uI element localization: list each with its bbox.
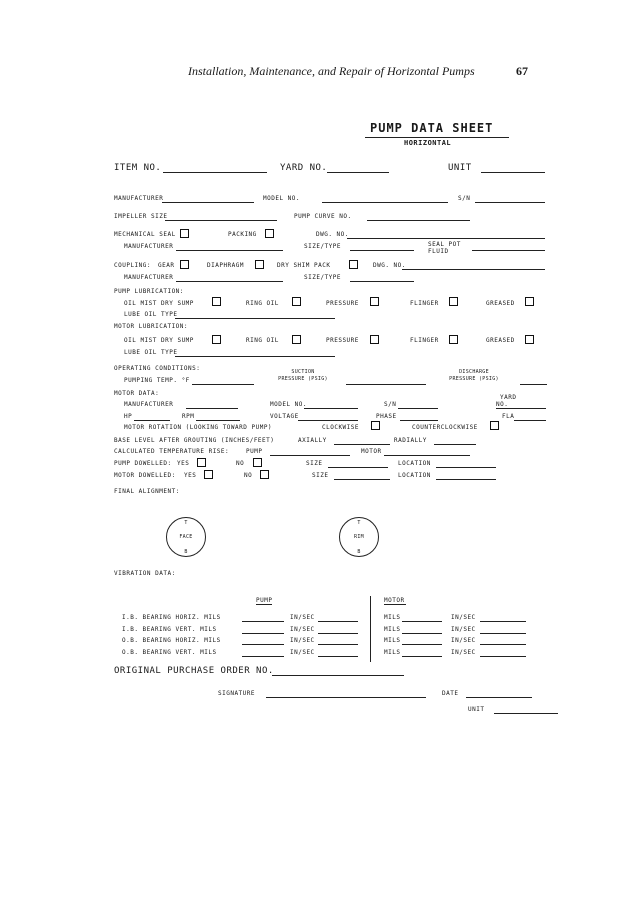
- date-label: DATE: [442, 690, 459, 697]
- motor-data-label: MOTOR DATA:: [114, 390, 160, 397]
- temp-pump-field[interactable]: [270, 455, 350, 456]
- phase-label: PHASE: [376, 413, 397, 420]
- pump-ring-oil-checkbox[interactable]: [292, 297, 301, 306]
- pump-lube-oil-type-label: LUBE OIL TYPE: [124, 311, 178, 318]
- model-no-field[interactable]: [322, 202, 448, 203]
- pump-ring-oil-label: RING OIL: [246, 300, 279, 307]
- page-number: 67: [516, 64, 528, 78]
- seal-dwg-no-label: DWG. NO.: [316, 231, 349, 238]
- vibration-divider: [370, 596, 371, 662]
- title-underline: [365, 137, 509, 138]
- vib-row-ib-horiz-motor-mils-label: MILS: [384, 614, 401, 621]
- operating-conditions-label: OPERATING CONDITIONS:: [114, 365, 201, 372]
- motor-oil-mist-checkbox[interactable]: [212, 335, 221, 344]
- impeller-size-field[interactable]: [165, 220, 277, 221]
- motor-greased-checkbox[interactable]: [525, 335, 534, 344]
- motor-dowelled-no-checkbox[interactable]: [260, 470, 269, 479]
- coupling-dwg-no-field[interactable]: [402, 269, 545, 270]
- radially-field[interactable]: [434, 444, 476, 445]
- diaphragm-label: DIAPHRAGM: [207, 262, 245, 269]
- motor-lubrication-label: MOTOR LUBRICATION:: [114, 323, 189, 330]
- discharge-pressure-label: PRESSURE (PSIG): [449, 376, 499, 382]
- vib-row-ib-vert-motor-insec-label: IN/SEC: [451, 626, 476, 633]
- vib-row-ob-horiz-motor-insec[interactable]: [480, 644, 526, 645]
- seal-pot-label: SEAL POT: [428, 241, 461, 248]
- motor-oil-mist-label: OIL MIST DRY SUMP: [124, 337, 194, 344]
- suction-pressure-label: PRESSURE (PSIG): [278, 376, 328, 382]
- date-field[interactable]: [466, 697, 532, 698]
- discharge-label: DISCHARGE: [459, 369, 489, 375]
- seal-size-type-field[interactable]: [350, 250, 414, 251]
- final-alignment-label: FINAL ALIGNMENT:: [114, 488, 180, 495]
- hp-label: HP: [124, 413, 133, 420]
- temp-motor-label: MOTOR: [361, 448, 382, 455]
- signature-label: SIGNATURE: [218, 690, 256, 697]
- counterclockwise-label: COUNTERCLOCKWISE: [412, 424, 478, 431]
- gear-checkbox[interactable]: [180, 260, 189, 269]
- motor-lube-oil-type-field[interactable]: [175, 356, 335, 357]
- rpm-field[interactable]: [196, 420, 240, 421]
- unit-label: UNIT: [448, 163, 472, 173]
- model-no-label: MODEL NO.: [263, 195, 301, 202]
- pump-lubrication-label: PUMP LUBRICATION:: [114, 288, 184, 295]
- coupling-size-type-label: SIZE/TYPE: [304, 274, 342, 281]
- face-dial-label: FACE: [179, 534, 193, 540]
- packing-label: PACKING: [228, 231, 257, 238]
- vib-row-ib-horiz-motor-insec-label: IN/SEC: [451, 614, 476, 621]
- pump-pressure-checkbox[interactable]: [370, 297, 379, 306]
- unit-field[interactable]: [481, 172, 545, 173]
- vib-row-ob-horiz-insec[interactable]: [318, 644, 358, 645]
- pump-dowel-size-label: SIZE: [306, 460, 323, 467]
- footer-unit-label: UNIT: [468, 706, 485, 713]
- motor-dowelled-no-label: NO: [244, 472, 253, 479]
- seal-fluid-label: FLUID: [428, 248, 449, 255]
- motor-yard-no-field[interactable]: [496, 408, 546, 409]
- vib-row-ib-vert-mils[interactable]: [242, 633, 284, 634]
- pump-flinger-label: FLINGER: [410, 300, 439, 307]
- motor-model-no-field[interactable]: [304, 408, 358, 409]
- suction-pressure-field[interactable]: [346, 384, 426, 385]
- sheet-subtitle: HORIZONTAL: [404, 139, 452, 147]
- vib-row-ib-vert-motor-insec[interactable]: [480, 633, 526, 634]
- pump-dowelled-no-label: NO: [236, 460, 245, 467]
- vib-row-ib-horiz-label: I.B. BEARING HORIZ. MILS: [122, 614, 221, 621]
- motor-heading-underline: [384, 604, 406, 605]
- base-level-label: BASE LEVEL AFTER GROUTING (INCHES/FEET): [114, 437, 275, 444]
- pump-dowel-size-field[interactable]: [328, 467, 388, 468]
- packing-checkbox[interactable]: [265, 229, 274, 238]
- motor-dowel-size-label: SIZE: [312, 472, 329, 479]
- rpm-label: RPM: [182, 413, 195, 420]
- diaphragm-checkbox[interactable]: [255, 260, 264, 269]
- item-no-label: ITEM NO.: [114, 163, 162, 173]
- vib-row-ob-vert-label: O.B. BEARING VERT. MILS: [122, 649, 217, 656]
- vib-row-ib-horiz-insec[interactable]: [318, 621, 358, 622]
- signature-field[interactable]: [266, 697, 426, 698]
- coupling-manufacturer-field[interactable]: [176, 281, 283, 282]
- motor-dowel-location-field[interactable]: [436, 479, 496, 480]
- motor-yard-label: YARD: [500, 394, 517, 401]
- motor-flinger-label: FLINGER: [410, 337, 439, 344]
- fla-label: FLA: [502, 413, 515, 420]
- motor-sn-field[interactable]: [398, 408, 438, 409]
- motor-pressure-label: PRESSURE: [326, 337, 359, 344]
- axially-label: AXIALLY: [298, 437, 327, 444]
- motor-flinger-checkbox[interactable]: [449, 335, 458, 344]
- vibration-pump-heading: PUMP: [256, 597, 273, 604]
- pump-pressure-label: PRESSURE: [326, 300, 359, 307]
- voltage-field[interactable]: [298, 420, 358, 421]
- motor-model-no-label: MODEL NO.: [270, 401, 308, 408]
- coupling-dwg-no-label: DWG. NO.: [373, 262, 406, 269]
- motor-rotation-label: MOTOR ROTATION (LOOKING TOWARD PUMP): [124, 424, 273, 431]
- vib-row-ib-horiz-insec-label: IN/SEC: [290, 614, 315, 621]
- running-header: Installation, Maintenance, and Repair of Horizontal Pumps: [188, 64, 475, 78]
- vib-row-ob-horiz-motor-mils-label: MILS: [384, 637, 401, 644]
- pump-greased-checkbox[interactable]: [525, 297, 534, 306]
- rim-dial-bottom-label: B: [357, 549, 361, 555]
- pump-lube-oil-type-field[interactable]: [175, 318, 335, 319]
- vib-row-ob-vert-motor-insec-label: IN/SEC: [451, 649, 476, 656]
- vib-row-ob-horiz-motor-insec-label: IN/SEC: [451, 637, 476, 644]
- motor-dowel-location-label: LOCATION: [398, 472, 431, 479]
- yard-no-field[interactable]: [327, 172, 389, 173]
- vib-row-ob-horiz-insec-label: IN/SEC: [290, 637, 315, 644]
- seal-dwg-no-field[interactable]: [347, 238, 545, 239]
- motor-greased-label: GREASED: [486, 337, 515, 344]
- dry-shim-pack-label: DRY SHIM PACK: [277, 262, 331, 269]
- suction-label: SUCTION: [291, 369, 315, 375]
- pump-oil-mist-checkbox[interactable]: [212, 297, 221, 306]
- discharge-pressure-field[interactable]: [520, 384, 547, 385]
- motor-yard-no-label: NO.: [496, 401, 509, 408]
- vib-row-ib-vert-insec-label: IN/SEC: [290, 626, 315, 633]
- seal-manufacturer-label: MANUFACTURER: [124, 243, 174, 250]
- pumping-temp-label: PUMPING TEMP. °F: [124, 377, 190, 384]
- vib-row-ob-horiz-mils[interactable]: [242, 644, 284, 645]
- vib-row-ob-vert-motor-mils-label: MILS: [384, 649, 401, 656]
- vib-row-ob-vert-mils[interactable]: [242, 656, 284, 657]
- coupling-size-type-field[interactable]: [350, 281, 414, 282]
- sn-field[interactable]: [475, 202, 545, 203]
- seal-pot-field[interactable]: [472, 250, 545, 251]
- motor-dowelled-yes-label: YES: [184, 472, 197, 479]
- sheet-title: PUMP DATA SHEET: [370, 121, 494, 135]
- pump-dowelled-label: PUMP DOWELLED:: [114, 460, 172, 467]
- vib-row-ib-vert-motor-mils-label: MILS: [384, 626, 401, 633]
- vib-row-ob-vert-motor-insec[interactable]: [480, 656, 526, 657]
- sn-label: S/N: [458, 195, 471, 202]
- yard-no-label: YARD NO.: [280, 163, 328, 173]
- footer-unit-field[interactable]: [494, 713, 558, 714]
- pump-curve-no-label: PUMP CURVE NO.: [294, 213, 352, 220]
- voltage-label: VOLTAGE: [270, 413, 299, 420]
- motor-manufacturer-field[interactable]: [186, 408, 238, 409]
- item-no-field[interactable]: [163, 172, 267, 173]
- gear-label: GEAR: [158, 262, 175, 269]
- motor-pressure-checkbox[interactable]: [370, 335, 379, 344]
- temp-motor-field[interactable]: [384, 455, 470, 456]
- vib-row-ib-horiz-motor-insec[interactable]: [480, 621, 526, 622]
- coupling-label: COUPLING:: [114, 262, 152, 269]
- vib-row-ib-vert-motor-mils[interactable]: [402, 633, 442, 634]
- impeller-size-label: IMPELLER SIZE: [114, 213, 168, 220]
- motor-lube-oil-type-label: LUBE OIL TYPE: [124, 349, 178, 356]
- vib-row-ob-vert-insec-label: IN/SEC: [290, 649, 315, 656]
- counterclockwise-checkbox[interactable]: [490, 421, 499, 430]
- motor-dowelled-label: MOTOR DOWELLED:: [114, 472, 176, 479]
- vib-row-ob-horiz-label: O.B. BEARING HORIZ. MILS: [122, 637, 221, 644]
- face-dial-top-label: T: [184, 520, 188, 526]
- manufacturer-field[interactable]: [162, 202, 254, 203]
- motor-manufacturer-label: MANUFACTURER: [124, 401, 174, 408]
- pump-dowelled-yes-checkbox[interactable]: [197, 458, 206, 467]
- mechanical-seal-checkbox[interactable]: [180, 229, 189, 238]
- vibration-data-label: VIBRATION DATA:: [114, 570, 176, 577]
- rim-dial-label: RIM: [354, 534, 364, 540]
- vib-row-ob-vert-insec[interactable]: [318, 656, 358, 657]
- pump-heading-underline: [256, 604, 272, 605]
- fla-field[interactable]: [514, 420, 546, 421]
- vib-row-ib-horiz-mils[interactable]: [242, 621, 284, 622]
- radially-label: RADIALLY: [394, 437, 427, 444]
- temp-pump-label: PUMP: [246, 448, 263, 455]
- vib-row-ib-vert-insec[interactable]: [318, 633, 358, 634]
- hp-field[interactable]: [134, 420, 170, 421]
- seal-size-type-label: SIZE/TYPE: [304, 243, 342, 250]
- pump-dowelled-yes-label: YES: [177, 460, 190, 467]
- vib-row-ib-horiz-motor-mils[interactable]: [402, 621, 442, 622]
- face-dial-bottom-label: B: [184, 549, 188, 555]
- pump-oil-mist-label: OIL MIST DRY SUMP: [124, 300, 194, 307]
- motor-dowel-size-field[interactable]: [334, 479, 390, 480]
- phase-field[interactable]: [400, 420, 438, 421]
- calc-temp-rise-label: CALCULATED TEMPERATURE RISE:: [114, 448, 230, 455]
- pump-dowelled-no-checkbox[interactable]: [253, 458, 262, 467]
- dry-shim-pack-checkbox[interactable]: [349, 260, 358, 269]
- purchase-order-label: ORIGINAL PURCHASE ORDER NO.: [114, 666, 274, 676]
- vib-row-ib-vert-label: I.B. BEARING VERT. MILS: [122, 626, 217, 633]
- clockwise-label: CLOCKWISE: [322, 424, 360, 431]
- purchase-order-field[interactable]: [272, 675, 404, 676]
- vibration-motor-heading: MOTOR: [384, 597, 405, 604]
- motor-sn-label: S/N: [384, 401, 397, 408]
- vib-row-ob-vert-motor-mils[interactable]: [402, 656, 442, 657]
- pump-dowel-location-field[interactable]: [436, 467, 496, 468]
- pumping-temp-field[interactable]: [192, 384, 254, 385]
- pump-dowel-location-label: LOCATION: [398, 460, 431, 467]
- vib-row-ob-horiz-motor-mils[interactable]: [402, 644, 442, 645]
- pump-flinger-checkbox[interactable]: [449, 297, 458, 306]
- motor-ring-oil-label: RING OIL: [246, 337, 279, 344]
- axially-field[interactable]: [334, 444, 390, 445]
- coupling-manufacturer-label: MANUFACTURER: [124, 274, 174, 281]
- mechanical-seal-label: MECHANICAL SEAL: [114, 231, 176, 238]
- clockwise-checkbox[interactable]: [371, 421, 380, 430]
- pump-greased-label: GREASED: [486, 300, 515, 307]
- pump-curve-no-field[interactable]: [367, 220, 470, 221]
- manufacturer-label: MANUFACTURER: [114, 195, 164, 202]
- seal-manufacturer-field[interactable]: [176, 250, 283, 251]
- rim-dial-top-label: T: [357, 520, 361, 526]
- motor-dowelled-yes-checkbox[interactable]: [204, 470, 213, 479]
- motor-ring-oil-checkbox[interactable]: [292, 335, 301, 344]
